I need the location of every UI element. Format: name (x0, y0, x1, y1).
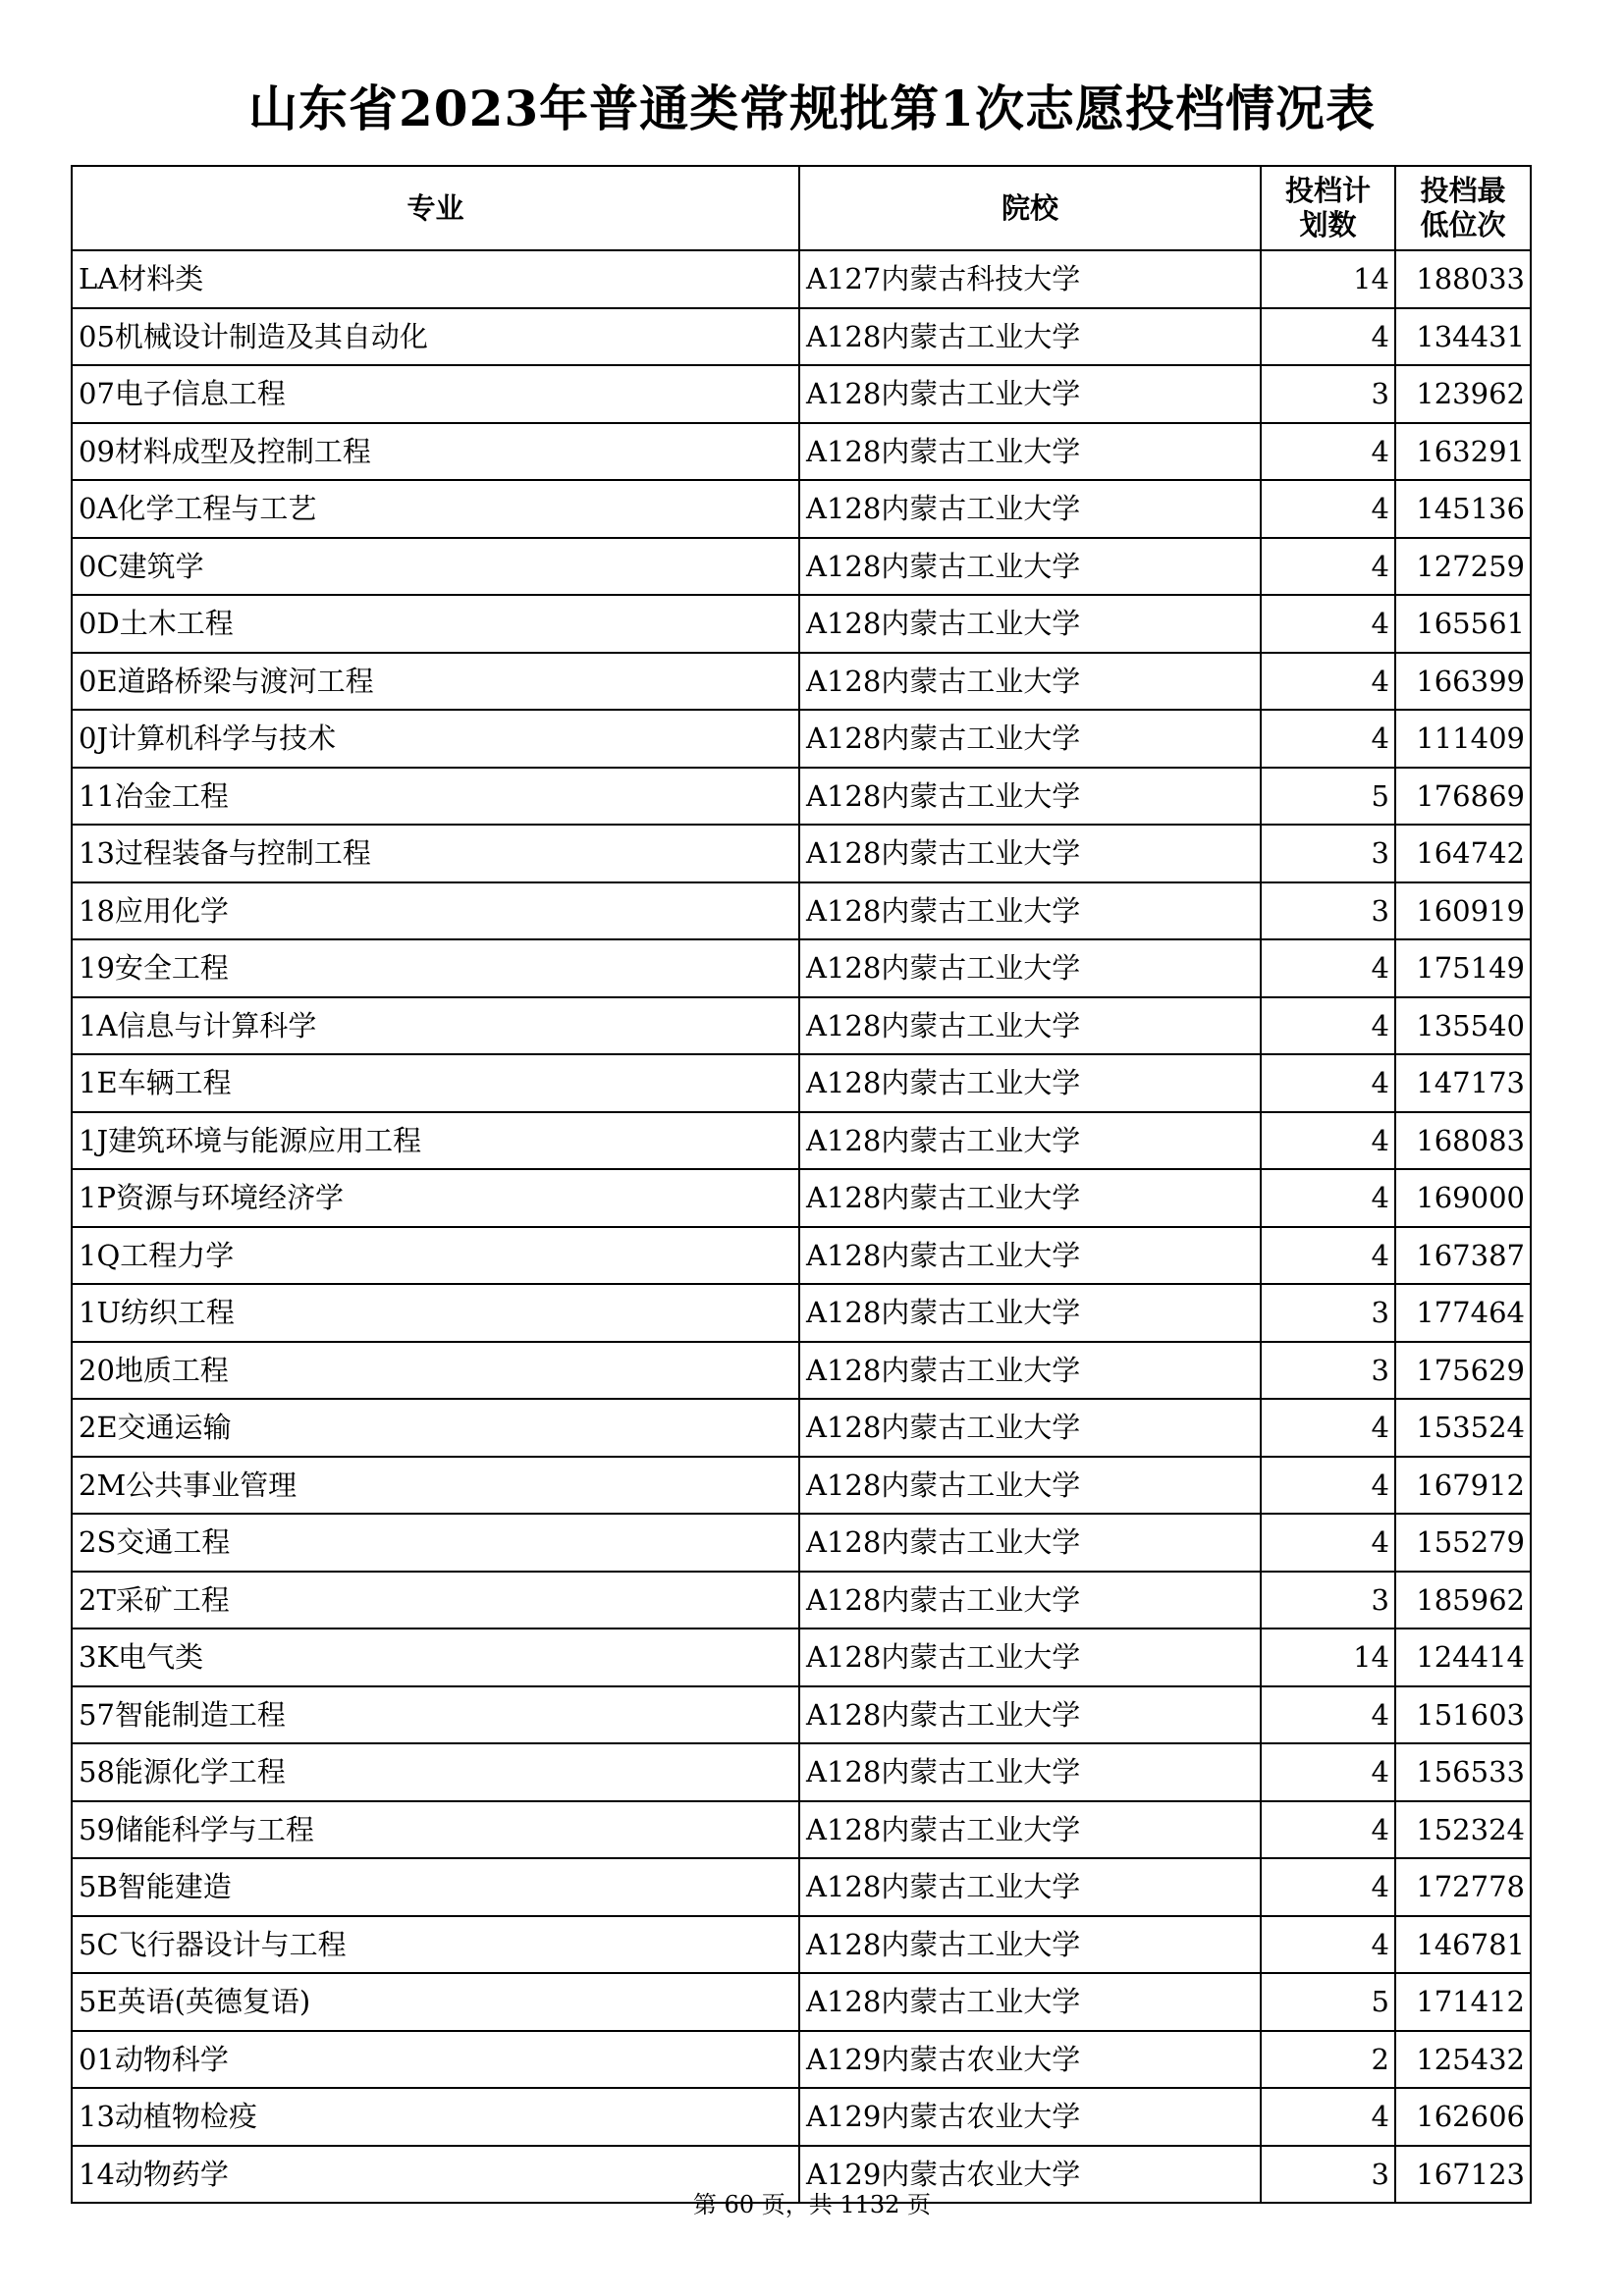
cell-plan: 3 (1261, 2146, 1395, 2204)
cell-rank: 169000 (1395, 1169, 1531, 1227)
cell-rank: 145136 (1395, 480, 1531, 538)
cell-plan: 4 (1261, 538, 1395, 596)
cell-major: 2E交通运输 (72, 1399, 799, 1457)
cell-rank: 111409 (1395, 710, 1531, 768)
cell-rank: 147173 (1395, 1054, 1531, 1112)
cell-major: 1Q工程力学 (72, 1227, 799, 1285)
cell-plan: 3 (1261, 1342, 1395, 1400)
cell-rank: 123962 (1395, 365, 1531, 423)
cell-plan: 5 (1261, 768, 1395, 826)
cell-plan: 3 (1261, 1284, 1395, 1342)
cell-major: 5E英语(英德复语) (72, 1973, 799, 2031)
cell-major: 20地质工程 (72, 1342, 799, 1400)
cell-school: A128内蒙古工业大学 (799, 1858, 1261, 1916)
cell-rank: 155279 (1395, 1514, 1531, 1572)
table-row (72, 710, 1531, 768)
cell-school: A128内蒙古工业大学 (799, 365, 1261, 423)
cell-major: 0C建筑学 (72, 538, 799, 596)
table-row (72, 1342, 1531, 1400)
cell-rank: 172778 (1395, 1858, 1531, 1916)
cell-major: 2T采矿工程 (72, 1572, 799, 1629)
cell-school: A128内蒙古工业大学 (799, 1743, 1261, 1801)
cell-plan: 4 (1261, 1169, 1395, 1227)
table-row (72, 595, 1531, 653)
cell-plan: 4 (1261, 1457, 1395, 1515)
table-header (72, 166, 1531, 250)
cell-plan: 3 (1261, 882, 1395, 940)
cell-major: 13动植物检疫 (72, 2088, 799, 2146)
cell-major: 57智能制造工程 (72, 1686, 799, 1744)
cell-rank: 167912 (1395, 1457, 1531, 1515)
cell-rank: 146781 (1395, 1916, 1531, 1974)
cell-school: A128内蒙古工业大学 (799, 1973, 1261, 2031)
table-row (72, 1284, 1531, 1342)
cell-school: A127内蒙古科技大学 (799, 250, 1261, 308)
table-row (72, 365, 1531, 423)
table-row (72, 2088, 1531, 2146)
cell-school: A128内蒙古工业大学 (799, 653, 1261, 711)
cell-plan: 4 (1261, 710, 1395, 768)
header-rank-line2: 低位次 (1420, 208, 1506, 241)
cell-rank: 135540 (1395, 997, 1531, 1055)
cell-school: A128内蒙古工业大学 (799, 1169, 1261, 1227)
cell-major: 0J计算机科学与技术 (72, 710, 799, 768)
table-row (72, 1801, 1531, 1859)
header-plan-line1: 投档计 (1284, 174, 1371, 207)
cell-major: 1P资源与环境经济学 (72, 1169, 799, 1227)
cell-major: 05机械设计制造及其自动化 (72, 308, 799, 366)
header-plan (1261, 166, 1395, 250)
cell-major: 07电子信息工程 (72, 365, 799, 423)
cell-rank: 127259 (1395, 538, 1531, 596)
table-row (72, 480, 1531, 538)
table-row (72, 1916, 1531, 1974)
cell-plan: 4 (1261, 1399, 1395, 1457)
cell-major: 5B智能建造 (72, 1858, 799, 1916)
header-rank-line1: 投档最 (1420, 174, 1506, 207)
table-row (72, 1514, 1531, 1572)
cell-rank: 166399 (1395, 653, 1531, 711)
cell-school: A128内蒙古工业大学 (799, 1399, 1261, 1457)
table-row (72, 1743, 1531, 1801)
cell-plan: 4 (1261, 308, 1395, 366)
cell-school: A128内蒙古工业大学 (799, 595, 1261, 653)
cell-rank: 176869 (1395, 768, 1531, 826)
cell-plan: 4 (1261, 1801, 1395, 1859)
table-row (72, 939, 1531, 997)
cell-plan: 14 (1261, 1629, 1395, 1686)
cell-plan: 5 (1261, 1973, 1395, 2031)
cell-school: A128内蒙古工业大学 (799, 997, 1261, 1055)
cell-plan: 3 (1261, 1572, 1395, 1629)
cell-plan: 4 (1261, 480, 1395, 538)
cell-major: LA材料类 (72, 250, 799, 308)
cell-school: A128内蒙古工业大学 (799, 423, 1261, 481)
table-row (72, 538, 1531, 596)
header-plan-line2: 划数 (1299, 208, 1357, 241)
table-row (72, 1169, 1531, 1227)
cell-rank: 175149 (1395, 939, 1531, 997)
cell-plan: 4 (1261, 2088, 1395, 2146)
header-rank (1395, 166, 1531, 250)
cell-rank: 167387 (1395, 1227, 1531, 1285)
cell-plan: 4 (1261, 997, 1395, 1055)
cell-plan: 14 (1261, 250, 1395, 308)
cell-school: A128内蒙古工业大学 (799, 1227, 1261, 1285)
cell-school: A128内蒙古工业大学 (799, 825, 1261, 882)
cell-major: 1U纺织工程 (72, 1284, 799, 1342)
cell-school: A128内蒙古工业大学 (799, 1514, 1261, 1572)
cell-school: A129内蒙古农业大学 (799, 2146, 1261, 2204)
cell-major: 18应用化学 (72, 882, 799, 940)
table-row (72, 1858, 1531, 1916)
cell-school: A128内蒙古工业大学 (799, 480, 1261, 538)
cell-plan: 4 (1261, 653, 1395, 711)
cell-rank: 162606 (1395, 2088, 1531, 2146)
table-row (72, 250, 1531, 308)
cell-rank: 164742 (1395, 825, 1531, 882)
cell-rank: 134431 (1395, 308, 1531, 366)
cell-school: A128内蒙古工业大学 (799, 1916, 1261, 1974)
cell-major: 2M公共事业管理 (72, 1457, 799, 1515)
cell-major: 0D土木工程 (72, 595, 799, 653)
cell-plan: 4 (1261, 1112, 1395, 1170)
cell-rank: 171412 (1395, 1973, 1531, 2031)
cell-major: 13过程装备与控制工程 (72, 825, 799, 882)
table-row (72, 1399, 1531, 1457)
cell-school: A128内蒙古工业大学 (799, 1629, 1261, 1686)
cell-major: 01动物科学 (72, 2031, 799, 2089)
cell-plan: 4 (1261, 423, 1395, 481)
cell-school: A129内蒙古农业大学 (799, 2088, 1261, 2146)
header-row (72, 166, 1531, 250)
table-row (72, 1572, 1531, 1629)
cell-major: 09材料成型及控制工程 (72, 423, 799, 481)
cell-school: A128内蒙古工业大学 (799, 1054, 1261, 1112)
table-row (72, 653, 1531, 711)
cell-school: A129内蒙古农业大学 (799, 2031, 1261, 2089)
cell-major: 0E道路桥梁与渡河工程 (72, 653, 799, 711)
cell-rank: 151603 (1395, 1686, 1531, 1744)
cell-plan: 4 (1261, 1916, 1395, 1974)
cell-plan: 4 (1261, 1227, 1395, 1285)
cell-school: A128内蒙古工业大学 (799, 308, 1261, 366)
table-row (72, 423, 1531, 481)
cell-plan: 4 (1261, 595, 1395, 653)
cell-major: 58能源化学工程 (72, 1743, 799, 1801)
cell-major: 1E车辆工程 (72, 1054, 799, 1112)
table-row (72, 1457, 1531, 1515)
cell-major: 11冶金工程 (72, 768, 799, 826)
cell-rank: 177464 (1395, 1284, 1531, 1342)
cell-school: A128内蒙古工业大学 (799, 1801, 1261, 1859)
cell-rank: 156533 (1395, 1743, 1531, 1801)
cell-school: A128内蒙古工业大学 (799, 710, 1261, 768)
table-row (72, 1629, 1531, 1686)
cell-major: 14动物药学 (72, 2146, 799, 2204)
cell-rank: 125432 (1395, 2031, 1531, 2089)
table-row (72, 825, 1531, 882)
table-row (72, 1973, 1531, 2031)
cell-school: A128内蒙古工业大学 (799, 882, 1261, 940)
cell-school: A128内蒙古工业大学 (799, 1457, 1261, 1515)
cell-major: 2S交通工程 (72, 1514, 799, 1572)
cell-plan: 4 (1261, 1686, 1395, 1744)
cell-school: A128内蒙古工业大学 (799, 939, 1261, 997)
cell-plan: 4 (1261, 1743, 1395, 1801)
cell-school: A128内蒙古工业大学 (799, 1686, 1261, 1744)
cell-plan: 4 (1261, 1514, 1395, 1572)
cell-plan: 4 (1261, 1858, 1395, 1916)
cell-school: A128内蒙古工业大学 (799, 768, 1261, 826)
cell-rank: 160919 (1395, 882, 1531, 940)
table-row (72, 1054, 1531, 1112)
cell-plan: 4 (1261, 939, 1395, 997)
cell-rank: 167123 (1395, 2146, 1531, 2204)
table-row (72, 2031, 1531, 2089)
header-major: 专业 (72, 166, 799, 250)
cell-school: A128内蒙古工业大学 (799, 1572, 1261, 1629)
cell-rank: 163291 (1395, 423, 1531, 481)
cell-plan: 4 (1261, 1054, 1395, 1112)
cell-major: 1A信息与计算科学 (72, 997, 799, 1055)
cell-school: A128内蒙古工业大学 (799, 538, 1261, 596)
admission-table (71, 165, 1532, 2204)
cell-major: 59储能科学与工程 (72, 1801, 799, 1859)
page-title: 山东省2023年普通类常规批第1次志愿投档情况表 (248, 80, 1376, 137)
page-footer: 第 60 页，共 1132 页 (692, 2191, 932, 2218)
cell-major: 19安全工程 (72, 939, 799, 997)
cell-rank: 165561 (1395, 595, 1531, 653)
cell-rank: 188033 (1395, 250, 1531, 308)
cell-rank: 153524 (1395, 1399, 1531, 1457)
cell-plan: 3 (1261, 825, 1395, 882)
cell-rank: 152324 (1395, 1801, 1531, 1859)
cell-plan: 3 (1261, 365, 1395, 423)
cell-plan: 2 (1261, 2031, 1395, 2089)
table-row (72, 1227, 1531, 1285)
cell-major: 5C飞行器设计与工程 (72, 1916, 799, 1974)
table-row (72, 308, 1531, 366)
table-row (72, 768, 1531, 826)
cell-school: A128内蒙古工业大学 (799, 1342, 1261, 1400)
cell-major: 0A化学工程与工艺 (72, 480, 799, 538)
cell-rank: 168083 (1395, 1112, 1531, 1170)
cell-rank: 175629 (1395, 1342, 1531, 1400)
table-body (72, 250, 1531, 2203)
cell-school: A128内蒙古工业大学 (799, 1284, 1261, 1342)
cell-major: 3K电气类 (72, 1629, 799, 1686)
header-school: 院校 (799, 166, 1261, 250)
cell-rank: 185962 (1395, 1572, 1531, 1629)
table-row (72, 882, 1531, 940)
table-row (72, 1112, 1531, 1170)
table-row (72, 997, 1531, 1055)
cell-major: 1J建筑环境与能源应用工程 (72, 1112, 799, 1170)
table-row (72, 1686, 1531, 1744)
cell-school: A128内蒙古工业大学 (799, 1112, 1261, 1170)
cell-rank: 124414 (1395, 1629, 1531, 1686)
